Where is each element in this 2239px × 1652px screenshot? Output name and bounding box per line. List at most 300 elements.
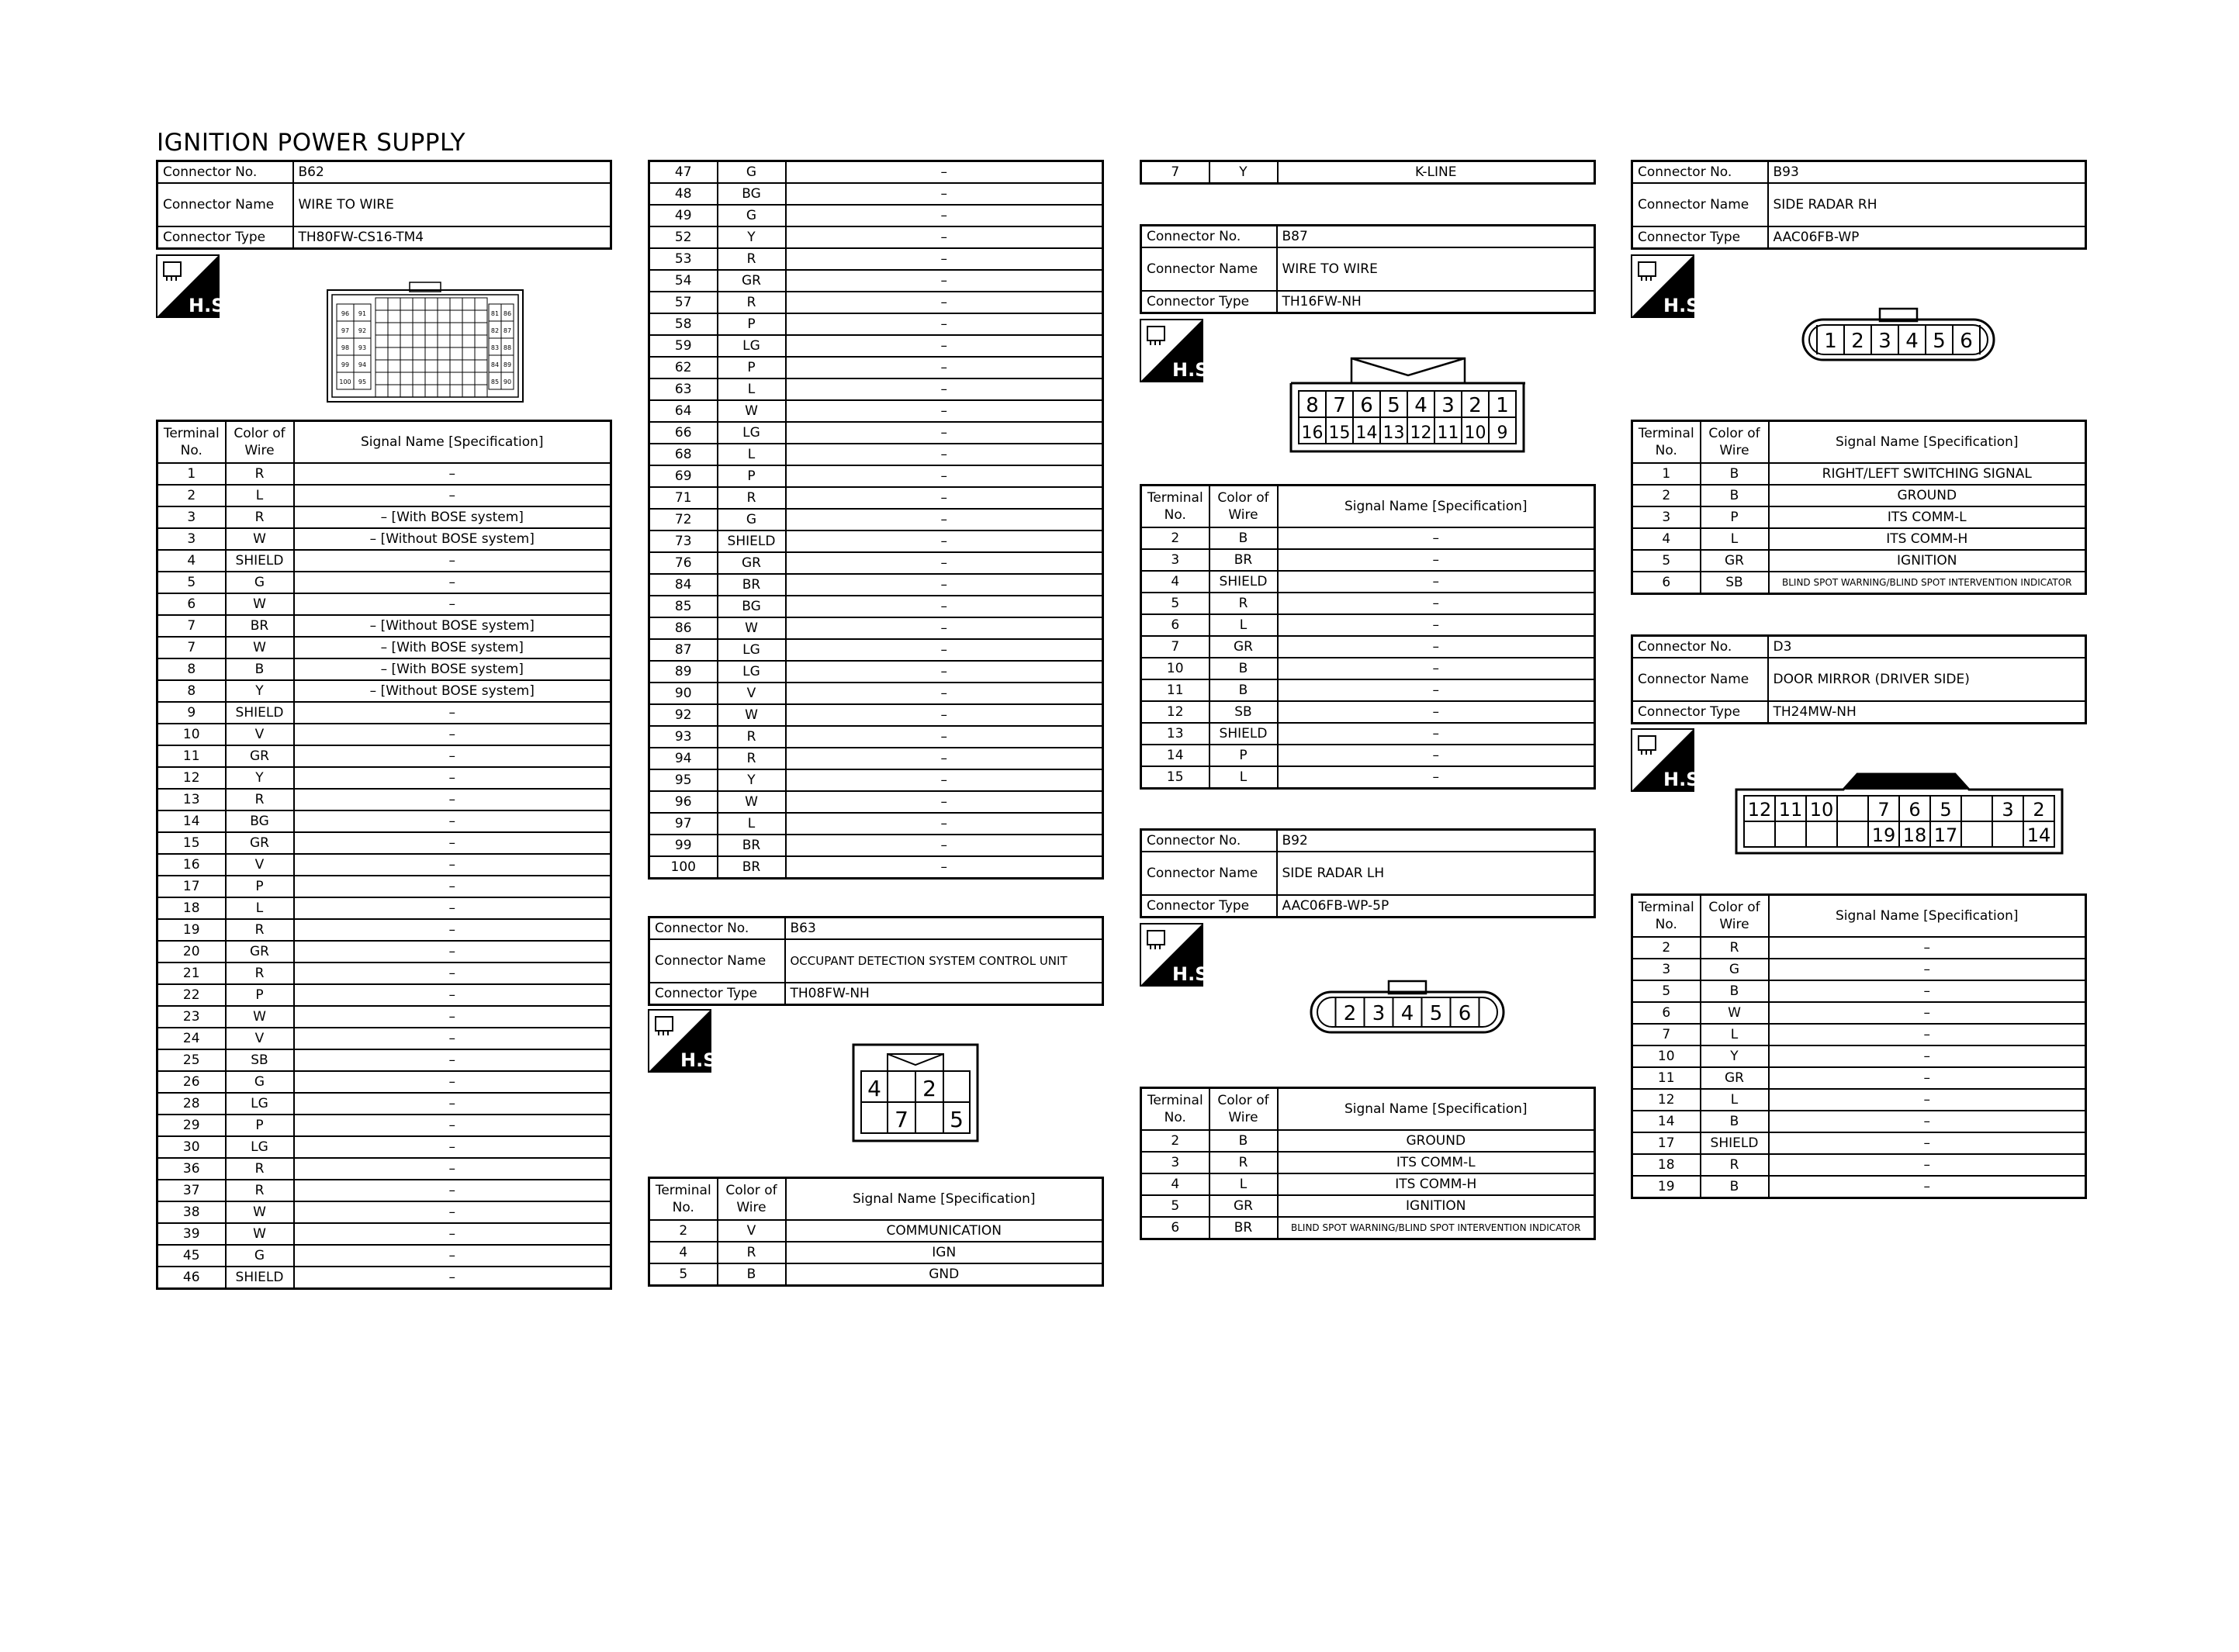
pin-label: 90 <box>503 378 512 385</box>
table-row <box>1632 937 2086 959</box>
signal-name: – <box>294 1267 611 1289</box>
terminal-no: 38 <box>157 1201 226 1223</box>
terminal-no-header: Terminal No. <box>1632 421 1701 464</box>
wire-color: L <box>718 378 786 400</box>
wire-color: B <box>1701 463 1769 485</box>
wire-color: Y <box>718 769 786 791</box>
pin-cell <box>375 298 388 310</box>
terminal-no-header: Terminal No. <box>649 1178 718 1221</box>
terminal-no: 45 <box>157 1245 226 1267</box>
pin-label: 3 <box>2002 799 2014 821</box>
signal-name: – <box>786 161 1103 184</box>
table-row <box>157 702 611 724</box>
pin-cell <box>475 310 487 323</box>
wire-color: LG <box>718 422 786 444</box>
table-row <box>1141 549 1595 571</box>
wire-color: BR <box>718 856 786 879</box>
connector-name-value: WIRE TO WIRE <box>293 183 611 226</box>
table-row <box>649 205 1103 226</box>
b63-info-table <box>648 916 1104 1006</box>
terminal-no: 14 <box>157 810 226 832</box>
terminal-no: 19 <box>157 919 226 941</box>
signal-name: – <box>1769 1067 2086 1089</box>
pin-cell <box>375 323 388 335</box>
signal-name: GROUND <box>1278 1130 1595 1152</box>
connector-type-value: AAC06FB-WP <box>1768 226 2086 249</box>
pin-label: 7 <box>1333 394 1346 417</box>
terminal-no: 66 <box>649 422 718 444</box>
wire-color: V <box>718 683 786 704</box>
terminal-no: 5 <box>1632 550 1701 572</box>
table-row <box>1632 550 2086 572</box>
color-of-wire-header: Color of Wire <box>718 1178 786 1221</box>
terminal-no: 4 <box>649 1242 718 1263</box>
table-row <box>1632 1111 2086 1132</box>
signal-name-header: Signal Name [Specification] <box>1278 486 1595 528</box>
terminal-no: 2 <box>1141 1130 1209 1152</box>
wire-color: BR <box>718 574 786 596</box>
table-row <box>649 161 1103 184</box>
terminal-no: 4 <box>1141 1173 1209 1195</box>
pin-cell <box>388 360 400 372</box>
terminal-no: 2 <box>1141 527 1209 549</box>
table-row <box>1632 1154 2086 1176</box>
connector-name-value: WIRE TO WIRE <box>1277 247 1595 291</box>
signal-name-header: Signal Name [Specification] <box>1278 1088 1595 1131</box>
wire-color: L <box>1209 1173 1278 1195</box>
hs-icon <box>156 254 232 318</box>
terminal-no: 5 <box>1141 593 1209 614</box>
table-row <box>1632 980 2086 1002</box>
b62-connector-face <box>326 281 524 405</box>
pin-label: 10 <box>1464 423 1486 443</box>
connector-name-value: DOOR MIRROR (DRIVER SIDE) <box>1768 658 2086 701</box>
pin-label: 1 <box>1824 330 1837 353</box>
pin-label: 4 <box>1414 394 1427 417</box>
table-row <box>1632 1045 2086 1067</box>
pin-cell <box>475 360 487 372</box>
pin-cell <box>388 347 400 360</box>
terminal-no: 19 <box>1632 1176 1701 1198</box>
table-row <box>649 226 1103 248</box>
signal-name-header: Signal Name [Specification] <box>786 1178 1103 1221</box>
wire-color: W <box>226 1006 294 1028</box>
table-row <box>157 1093 611 1115</box>
table-row <box>649 617 1103 639</box>
pin-cell <box>438 347 450 360</box>
b63-terminal-table <box>648 1177 1104 1287</box>
terminal-no: 52 <box>649 226 718 248</box>
signal-name: – <box>294 789 611 810</box>
terminal-no: 53 <box>649 248 718 270</box>
pin-cell <box>438 335 450 347</box>
terminal-no: 14 <box>1141 745 1209 766</box>
signal-name: ITS COMM-L <box>1769 506 2086 528</box>
terminal-no: 1 <box>1632 463 1701 485</box>
b93-info-table <box>1631 160 2087 250</box>
signal-name: – <box>294 1071 611 1093</box>
terminal-no: 64 <box>649 400 718 422</box>
signal-name: ITS COMM-L <box>1278 1152 1595 1173</box>
signal-name: – <box>294 1028 611 1049</box>
table-row <box>649 813 1103 835</box>
b92-connector-face <box>1310 980 1505 1034</box>
b93-connector-face <box>1801 307 1995 361</box>
table-row <box>157 1136 611 1158</box>
signal-name: – <box>786 813 1103 835</box>
terminal-no: 1 <box>157 463 226 485</box>
wire-color: G <box>1701 959 1769 980</box>
pin-cell <box>413 385 425 397</box>
wire-color: B <box>1209 679 1278 701</box>
wire-color: V <box>226 1028 294 1049</box>
connector-name-label: Connector Name <box>1632 183 1768 226</box>
pin-cell <box>438 385 450 397</box>
table-row <box>157 789 611 810</box>
terminal-no-header: Terminal No. <box>157 421 226 464</box>
hs-label: H.S. <box>189 295 232 316</box>
terminal-no: 18 <box>157 897 226 919</box>
signal-name: – [Without BOSE system] <box>294 680 611 702</box>
wire-color: L <box>226 485 294 506</box>
signal-name: – <box>786 726 1103 748</box>
signal-name: – <box>294 1049 611 1071</box>
terminal-no: 13 <box>1141 723 1209 745</box>
table-row <box>649 400 1103 422</box>
pin-cell <box>475 335 487 347</box>
table-row <box>157 637 611 658</box>
terminal-no: 12 <box>157 767 226 789</box>
hs-icon <box>648 1009 724 1073</box>
pin-label: 11 <box>1778 799 1803 821</box>
pin-label: 6 <box>1360 394 1373 417</box>
table-row <box>157 1223 611 1245</box>
table-row <box>157 593 611 615</box>
wire-color: R <box>718 748 786 769</box>
terminal-no: 3 <box>157 506 226 528</box>
table-row <box>157 810 611 832</box>
wire-color: R <box>718 248 786 270</box>
terminal-no: 9 <box>157 702 226 724</box>
pin-cell <box>400 347 413 360</box>
pin-cell <box>462 310 475 323</box>
signal-name: – <box>786 769 1103 791</box>
table-row <box>157 1158 611 1180</box>
signal-name: – <box>294 572 611 593</box>
pin-cell <box>400 323 413 335</box>
signal-name: ITS COMM-H <box>1278 1173 1595 1195</box>
connector-type-value: TH80FW-CS16-TM4 <box>293 226 611 249</box>
wire-color: BG <box>718 596 786 617</box>
table-row <box>649 378 1103 400</box>
signal-name: – [With BOSE system] <box>294 637 611 658</box>
pin-label: 6 <box>1458 1002 1472 1025</box>
table-row <box>1141 723 1595 745</box>
signal-name: – <box>786 683 1103 704</box>
signal-name: – <box>1769 980 2086 1002</box>
table-row <box>649 596 1103 617</box>
hs-icon <box>1631 728 1707 792</box>
table-row <box>157 463 611 485</box>
signal-name: – <box>786 465 1103 487</box>
terminal-no: 4 <box>1141 571 1209 593</box>
signal-name: – <box>1769 1024 2086 1045</box>
pin-cell <box>413 310 425 323</box>
connector-no-label: Connector No. <box>157 161 293 184</box>
table-row <box>157 658 611 680</box>
signal-name: IGN <box>786 1242 1103 1263</box>
table-row <box>157 745 611 767</box>
terminal-no: 8 <box>157 680 226 702</box>
wire-color: W <box>718 791 786 813</box>
terminal-no: 57 <box>649 292 718 313</box>
pin-cell <box>388 335 400 347</box>
wire-color: G <box>718 509 786 531</box>
table-row <box>649 444 1103 465</box>
d3-connector-face <box>1735 763 2064 855</box>
wire-color: P <box>718 465 786 487</box>
wire-color: V <box>718 1220 786 1242</box>
table-row <box>1632 1176 2086 1198</box>
connector-type-label: Connector Type <box>1632 226 1768 249</box>
wire-color: GR <box>718 270 786 292</box>
wire-color: Y <box>1209 161 1278 184</box>
pin-label: 84 <box>490 361 500 368</box>
signal-name: – <box>1278 571 1595 593</box>
signal-name: – <box>1769 937 2086 959</box>
signal-name: – <box>786 487 1103 509</box>
wire-color: GR <box>1209 1195 1278 1217</box>
table-row <box>1632 1132 2086 1154</box>
hs-label: H.S. <box>1663 769 1707 790</box>
terminal-no: 6 <box>1632 572 1701 594</box>
signal-name: – <box>786 835 1103 856</box>
connector-no-value: D3 <box>1768 636 2086 658</box>
wire-color: G <box>226 1071 294 1093</box>
wire-color: L <box>1701 1024 1769 1045</box>
table-row <box>1141 701 1595 723</box>
terminal-no-header: Terminal No. <box>1632 895 1701 938</box>
wire-color: V <box>226 724 294 745</box>
terminal-no: 15 <box>1141 766 1209 789</box>
table-row <box>1141 571 1595 593</box>
connector-type-value: TH24MW-NH <box>1768 701 2086 724</box>
wire-color: B <box>1701 485 1769 506</box>
wire-color: R <box>226 1158 294 1180</box>
pin-cell <box>450 360 462 372</box>
wire-color: R <box>226 463 294 485</box>
terminal-no: 3 <box>1141 549 1209 571</box>
signal-name: – <box>1278 614 1595 636</box>
b87-connector-face <box>1289 355 1525 453</box>
signal-name: – <box>786 292 1103 313</box>
pin-label: 3 <box>1878 330 1891 353</box>
signal-name: – [Without BOSE system] <box>294 528 611 550</box>
signal-name: – <box>1769 1089 2086 1111</box>
connector-name-label: Connector Name <box>157 183 293 226</box>
wire-color: W <box>226 593 294 615</box>
table-row <box>157 941 611 963</box>
signal-name: – <box>786 661 1103 683</box>
table-row <box>1632 959 2086 980</box>
signal-name: – <box>294 702 611 724</box>
wire-color: W <box>718 617 786 639</box>
table-row <box>157 1180 611 1201</box>
wire-color: BR <box>1209 1217 1278 1239</box>
connector-name-value: SIDE RADAR RH <box>1768 183 2086 226</box>
pin-cell <box>425 310 438 323</box>
connector-name-label: Connector Name <box>1141 852 1277 895</box>
wire-color: R <box>1701 937 1769 959</box>
table-row <box>1141 636 1595 658</box>
table-row <box>649 552 1103 574</box>
pin-cell <box>462 385 475 397</box>
pin-cell <box>400 310 413 323</box>
wire-color: GR <box>1701 1067 1769 1089</box>
terminal-no: 93 <box>649 726 718 748</box>
wire-color: P <box>1701 506 1769 528</box>
table-row <box>649 248 1103 270</box>
terminal-no: 87 <box>649 639 718 661</box>
pin-cell <box>413 372 425 385</box>
table-row <box>157 506 611 528</box>
pin-cell <box>388 310 400 323</box>
pin-cell <box>475 385 487 397</box>
signal-name: – <box>786 335 1103 357</box>
terminal-no: 2 <box>1632 937 1701 959</box>
signal-name: – <box>786 400 1103 422</box>
hs-label: H.S. <box>1663 295 1707 316</box>
pin-label: 11 <box>1437 423 1459 443</box>
b92-info-table <box>1140 828 1596 918</box>
pin-cell <box>413 298 425 310</box>
pin-label: 18 <box>1902 824 1927 846</box>
terminal-no: 99 <box>649 835 718 856</box>
signal-name: – <box>1769 1176 2086 1198</box>
terminal-no: 5 <box>1632 980 1701 1002</box>
signal-name: – <box>1278 593 1595 614</box>
table-row <box>157 897 611 919</box>
terminal-no: 69 <box>649 465 718 487</box>
pin-label: 4 <box>867 1076 881 1101</box>
signal-name: – <box>786 574 1103 596</box>
pin-cell <box>375 347 388 360</box>
b87-info-table <box>1140 224 1596 314</box>
signal-name: – <box>786 531 1103 552</box>
pin-label: 96 <box>341 310 350 317</box>
terminal-no: 12 <box>1632 1089 1701 1111</box>
terminal-no: 76 <box>649 552 718 574</box>
wire-color: W <box>718 400 786 422</box>
pin-cell <box>462 298 475 310</box>
connector-no-value: B87 <box>1277 226 1595 248</box>
terminal-no: 10 <box>1141 658 1209 679</box>
pin-cell <box>462 372 475 385</box>
signal-name: – <box>294 963 611 984</box>
color-of-wire-header: Color of Wire <box>1209 1088 1278 1131</box>
pin-cell <box>438 323 450 335</box>
terminal-no: 3 <box>1632 506 1701 528</box>
wire-color: W <box>226 528 294 550</box>
signal-name: – <box>786 552 1103 574</box>
wire-color: G <box>718 205 786 226</box>
signal-name: – <box>786 226 1103 248</box>
pin-label: 87 <box>503 327 512 334</box>
table-row <box>649 335 1103 357</box>
signal-name: – <box>294 1223 611 1245</box>
wire-color: B <box>1701 980 1769 1002</box>
pin-cell <box>413 347 425 360</box>
signal-name: – [With BOSE system] <box>294 658 611 680</box>
pin-cell <box>425 372 438 385</box>
signal-name: – <box>294 1158 611 1180</box>
signal-name: – [With BOSE system] <box>294 506 611 528</box>
wire-color: W <box>226 1201 294 1223</box>
pin-label: 14 <box>1355 423 1378 443</box>
pin-label: 94 <box>358 361 367 368</box>
pin-cell <box>475 323 487 335</box>
pin-cell <box>413 335 425 347</box>
signal-name: K-LINE <box>1278 161 1595 184</box>
connector-no-value: B62 <box>293 161 611 184</box>
terminal-no: 92 <box>649 704 718 726</box>
connector-type-label: Connector Type <box>1141 895 1277 918</box>
signal-name: – <box>1278 723 1595 745</box>
wire-color: Y <box>718 226 786 248</box>
terminal-no: 6 <box>1141 614 1209 636</box>
wire-color: R <box>226 1180 294 1201</box>
table-row <box>1141 614 1595 636</box>
signal-name: – <box>1769 1132 2086 1154</box>
signal-name: RIGHT/LEFT SWITCHING SIGNAL <box>1769 463 2086 485</box>
signal-name: – <box>786 378 1103 400</box>
signal-name: IGNITION <box>1278 1195 1595 1217</box>
terminal-no: 95 <box>649 769 718 791</box>
table-row <box>649 683 1103 704</box>
pin-cell <box>425 347 438 360</box>
pin-cell <box>388 298 400 310</box>
connector-name-label: Connector Name <box>1632 658 1768 701</box>
pin-label: 83 <box>490 344 500 351</box>
pin-cell <box>438 298 450 310</box>
table-row <box>1141 527 1595 549</box>
terminal-no: 7 <box>1141 161 1209 184</box>
signal-name: BLIND SPOT WARNING/BLIND SPOT INTERVENTION INDICATOR <box>1278 1217 1595 1239</box>
terminal-no: 96 <box>649 791 718 813</box>
terminal-no: 5 <box>649 1263 718 1286</box>
k-line-row-table <box>1140 160 1596 185</box>
terminal-no: 28 <box>157 1093 226 1115</box>
table-row <box>1632 1024 2086 1045</box>
connector-no-value: B92 <box>1277 830 1595 852</box>
connector-type-label: Connector Type <box>1141 291 1277 313</box>
table-row <box>1632 1002 2086 1024</box>
signal-name: ITS COMM-H <box>1769 528 2086 550</box>
wire-color: W <box>226 1223 294 1245</box>
table-row <box>1141 1152 1595 1173</box>
pin-label: 17 <box>1933 824 1958 846</box>
signal-name: BLIND SPOT WARNING/BLIND SPOT INTERVENTION INDICATOR <box>1769 572 2086 594</box>
table-row <box>157 984 611 1006</box>
wire-color: L <box>718 813 786 835</box>
signal-name: – <box>786 183 1103 205</box>
terminal-no: 89 <box>649 661 718 683</box>
wire-color: Y <box>1701 1045 1769 1067</box>
pin-cell <box>375 372 388 385</box>
terminal-no-header: Terminal No. <box>1141 1088 1209 1131</box>
terminal-no: 10 <box>1632 1045 1701 1067</box>
signal-name: – <box>1278 745 1595 766</box>
